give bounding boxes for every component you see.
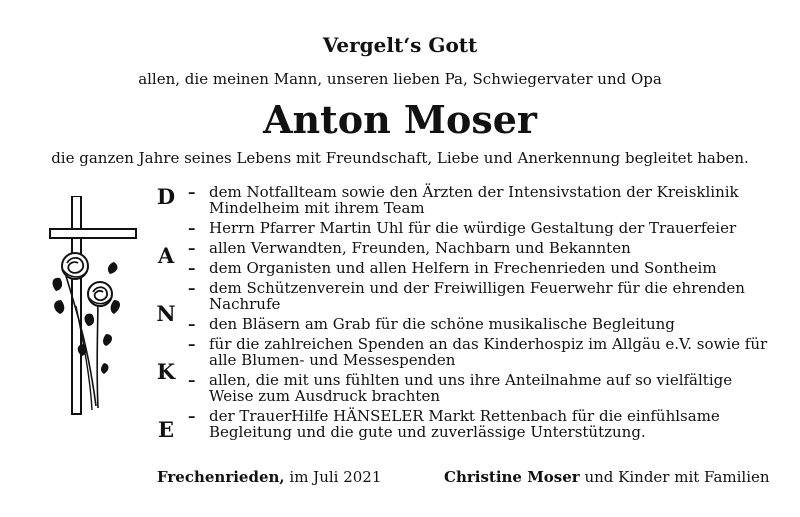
bullet-dash: – <box>188 239 196 257</box>
danke-letter-k: K <box>156 359 176 384</box>
thanks-item <box>188 240 768 256</box>
bullet-dash: – <box>188 219 196 237</box>
thanks-item <box>188 316 768 332</box>
thanks-text: allen, die mit uns fühlten und uns ihre Anteilnahme auf so vielfältige Weise zum Ausdruck brachten <box>209 371 733 405</box>
thanks-item <box>188 220 768 236</box>
bullet-dash: – <box>188 279 196 297</box>
thanks-text: dem Schützenverein und der Freiwilligen Feuerwehr für die ehrenden Nachrufe <box>209 279 745 313</box>
deceased-name: Anton Moser <box>263 97 537 142</box>
intro-line: allen, die meinen Mann, unseren lieben Pa, Schwiegervater und Opa <box>138 70 662 88</box>
thanks-text: der TrauerHilfe HÄNSELER Markt Rettenbach für die einfühlsame Begleitung und die gute und zuverlässige Unterstützung. <box>209 407 720 441</box>
footer-place-date <box>157 468 381 486</box>
thanks-item <box>188 260 768 276</box>
bullet-dash: – <box>188 371 196 389</box>
footer-family: und Kinder mit Familien <box>579 468 770 486</box>
thanks-item <box>188 280 768 312</box>
footer-signer: Christine Moser <box>444 468 580 486</box>
thanks-text: dem Organisten und allen Helfern in Frechenrieden und Sontheim <box>209 259 717 277</box>
thanks-item <box>188 372 768 404</box>
footer-signature <box>444 468 770 486</box>
accompaniment-sentence: die ganzen Jahre seines Lebens mit Freundschaft, Liebe und Anerkennung begleitet haben. <box>51 149 749 167</box>
cross-with-roses-icon <box>48 196 138 416</box>
bullet-dash: – <box>188 259 196 277</box>
heading-vergelts-gott: Vergelt‘s Gott <box>322 33 478 57</box>
thanks-item <box>188 336 768 368</box>
thanks-text: allen Verwandten, Freunden, Nachbarn und Bekannten <box>209 239 631 257</box>
danke-letter-n: N <box>156 301 176 326</box>
bullet-dash: – <box>188 407 196 425</box>
thanks-text: für die zahlreichen Spenden an das Kinderhospiz im Allgäu e.V. sowie für alle Blumen- und Messespenden <box>209 335 768 369</box>
danke-letter-e: E <box>157 417 174 442</box>
footer-place: Frechenrieden, <box>157 468 285 486</box>
thanks-text: dem Notfallteam sowie den Ärzten der Intensivstation der Kreisklinik Mindelheim mit ihrem Team <box>209 183 739 217</box>
danke-letter-d: D <box>156 184 176 209</box>
danke-letter-a: A <box>157 243 175 268</box>
thanks-item <box>188 408 768 440</box>
bullet-dash: – <box>188 183 196 201</box>
bullet-dash: – <box>188 335 196 353</box>
thanks-text: Herrn Pfarrer Martin Uhl für die würdige Gestaltung der Trauerfeier <box>209 219 737 237</box>
thanks-item <box>188 184 768 216</box>
thanks-text: den Bläsern am Grab für die schöne musikalische Begleitung <box>209 315 675 333</box>
footer-date: im Juli 2021 <box>284 468 382 486</box>
bullet-dash: – <box>188 315 196 333</box>
